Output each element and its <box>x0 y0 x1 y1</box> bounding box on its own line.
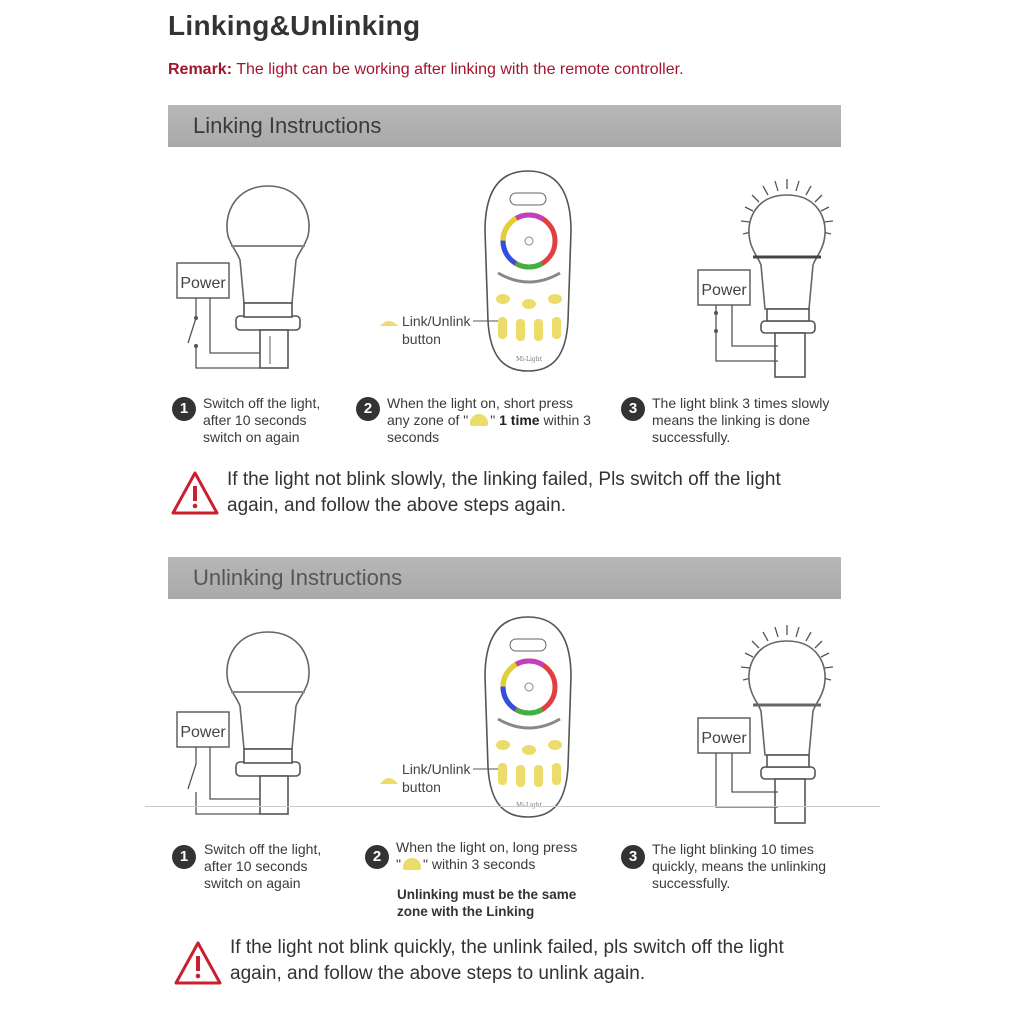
linking-heading: Linking Instructions <box>193 113 382 138</box>
step-3-number: 3 <box>621 397 645 421</box>
page-title: Linking&Unlinking <box>168 10 421 41</box>
linking-step-1-text: Switch off the light, after 10 seconds switch on again <box>203 395 321 445</box>
step-2-number: 2 <box>356 397 380 421</box>
remark <box>168 61 684 79</box>
unlinking-step-3-text: The light blinking 10 times quickly, means the unlinking successfully. <box>652 841 827 891</box>
light-bulb-icon-2 <box>227 632 309 814</box>
linking-warning: If the light not blink slowly, the linking failed, Pls switch off the light again, and follow the above steps again. <box>227 469 781 516</box>
zone-button-icon-inline-2 <box>403 858 421 870</box>
unlink-step-2-number: 2 <box>365 845 389 869</box>
unlinking-note: Unlinking must be the same zone with the Linking <box>397 887 577 919</box>
link-unlink-label: Link/Unlink <box>402 313 471 329</box>
unlinking-heading-band <box>168 557 841 599</box>
unlinking-step-1-text: Switch off the light, after 10 seconds switch on again <box>204 841 322 891</box>
linking-illustration <box>160 168 860 383</box>
glowing-bulb-icon <box>741 179 833 377</box>
link-unlink-label-b2: button <box>402 779 441 795</box>
power-label-3: Power <box>701 282 747 299</box>
unlinking-heading: Unlinking Instructions <box>193 565 403 590</box>
power-label: Power <box>180 275 226 292</box>
linking-step-2-text: When the light on, short press any zone of " " 1 time within 3 seconds <box>387 395 591 445</box>
divider-line <box>145 806 880 807</box>
light-bulb-icon <box>227 186 309 368</box>
unlink-step-3-number: 3 <box>621 845 645 869</box>
unlinking-illustration <box>160 614 860 829</box>
unlinking-step-2-text: When the light on, long press " " within 3 seconds <box>396 839 578 872</box>
glowing-bulb-icon-2 <box>741 625 833 823</box>
remark-label: Remark: <box>168 61 233 78</box>
zone-button-icon-2 <box>380 778 398 784</box>
remote-control-icon <box>473 171 571 371</box>
remote-control-icon-2 <box>473 617 571 817</box>
unlink-step-1-number: 1 <box>172 845 196 869</box>
zone-button-icon <box>380 321 398 326</box>
linking-step-3-text: The light blink 3 times slowly means the linking is done successfully. <box>652 395 830 445</box>
warning-triangle-icon-2 <box>172 940 224 986</box>
power-label-2: Power <box>180 724 226 741</box>
link-unlink-label-b: Link/Unlink <box>402 761 471 777</box>
step-1-number: 1 <box>172 397 196 421</box>
remark-text: The light can be working after linking with the remote controller. <box>232 61 684 78</box>
zone-button-icon-inline <box>470 414 488 426</box>
unlinking-warning: If the light not blink quickly, the unlink failed, pls switch off the light again, and follow the above steps to unlink again. <box>230 937 784 984</box>
warning-triangle-icon <box>170 470 220 516</box>
link-unlink-label-2: button <box>402 331 441 347</box>
brand-label: Mi-Light <box>515 356 543 363</box>
linking-heading-band <box>168 105 841 147</box>
power-label-4: Power <box>701 730 747 747</box>
